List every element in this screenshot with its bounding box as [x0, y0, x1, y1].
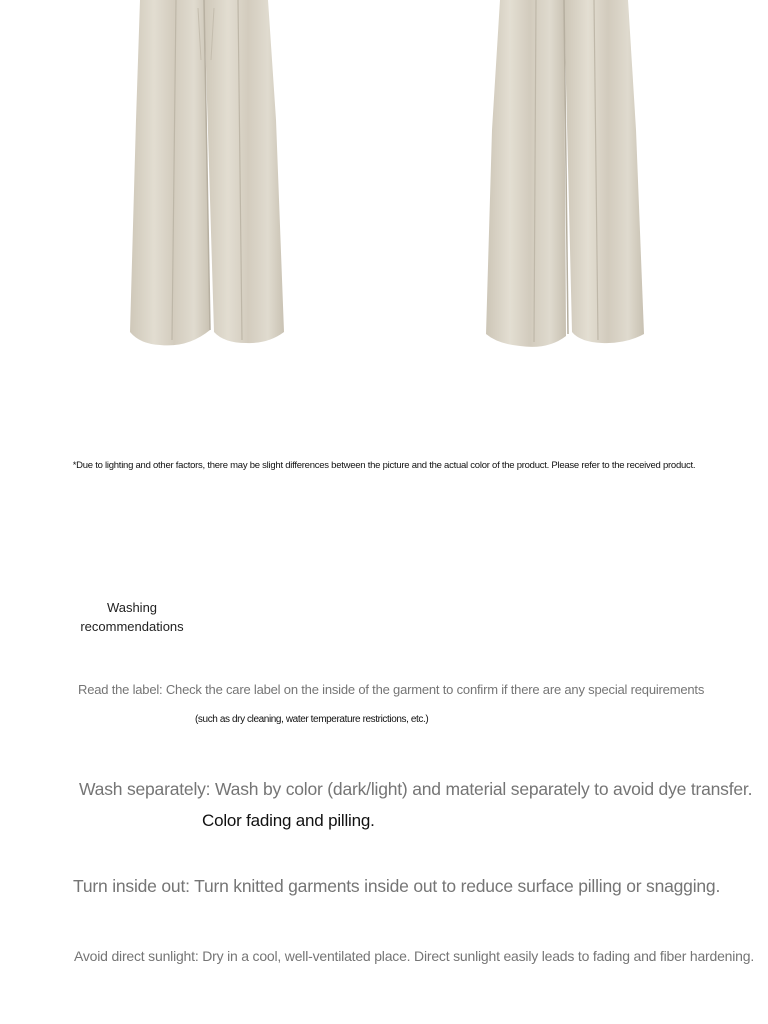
washing-heading-line2: recommendations	[80, 619, 184, 634]
color-disclaimer: *Due to lighting and other factors, there may be slight differences between the picture and the actual color of the product. Please refer to the received product.	[72, 460, 696, 471]
trousers-front-image	[118, 0, 298, 350]
washing-section-heading	[72, 598, 192, 636]
care-tip-read-label: Read the label: Check the care label on the inside of the garment to confirm if there are any special requirements	[78, 682, 705, 697]
washing-heading-line1: Washing	[106, 600, 158, 615]
care-tip-wash-separately: Wash separately: Wash by color (dark/light) and material separately to avoid dye transfer.	[79, 779, 753, 799]
care-tip-wash-separately-note: Color fading and pilling.	[202, 811, 375, 830]
care-tip-turn-inside-out: Turn inside out: Turn knitted garments inside out to reduce surface pilling or snagging.	[73, 876, 721, 896]
care-tip-read-label-note: (such as dry cleaning, water temperature restrictions, etc.)	[195, 714, 429, 725]
care-tip-avoid-sunlight: Avoid direct sunlight: Dry in a cool, well-ventilated place. Direct sunlight easily leads to fading and fiber hardening.	[74, 948, 755, 964]
trousers-back-image	[476, 0, 656, 350]
